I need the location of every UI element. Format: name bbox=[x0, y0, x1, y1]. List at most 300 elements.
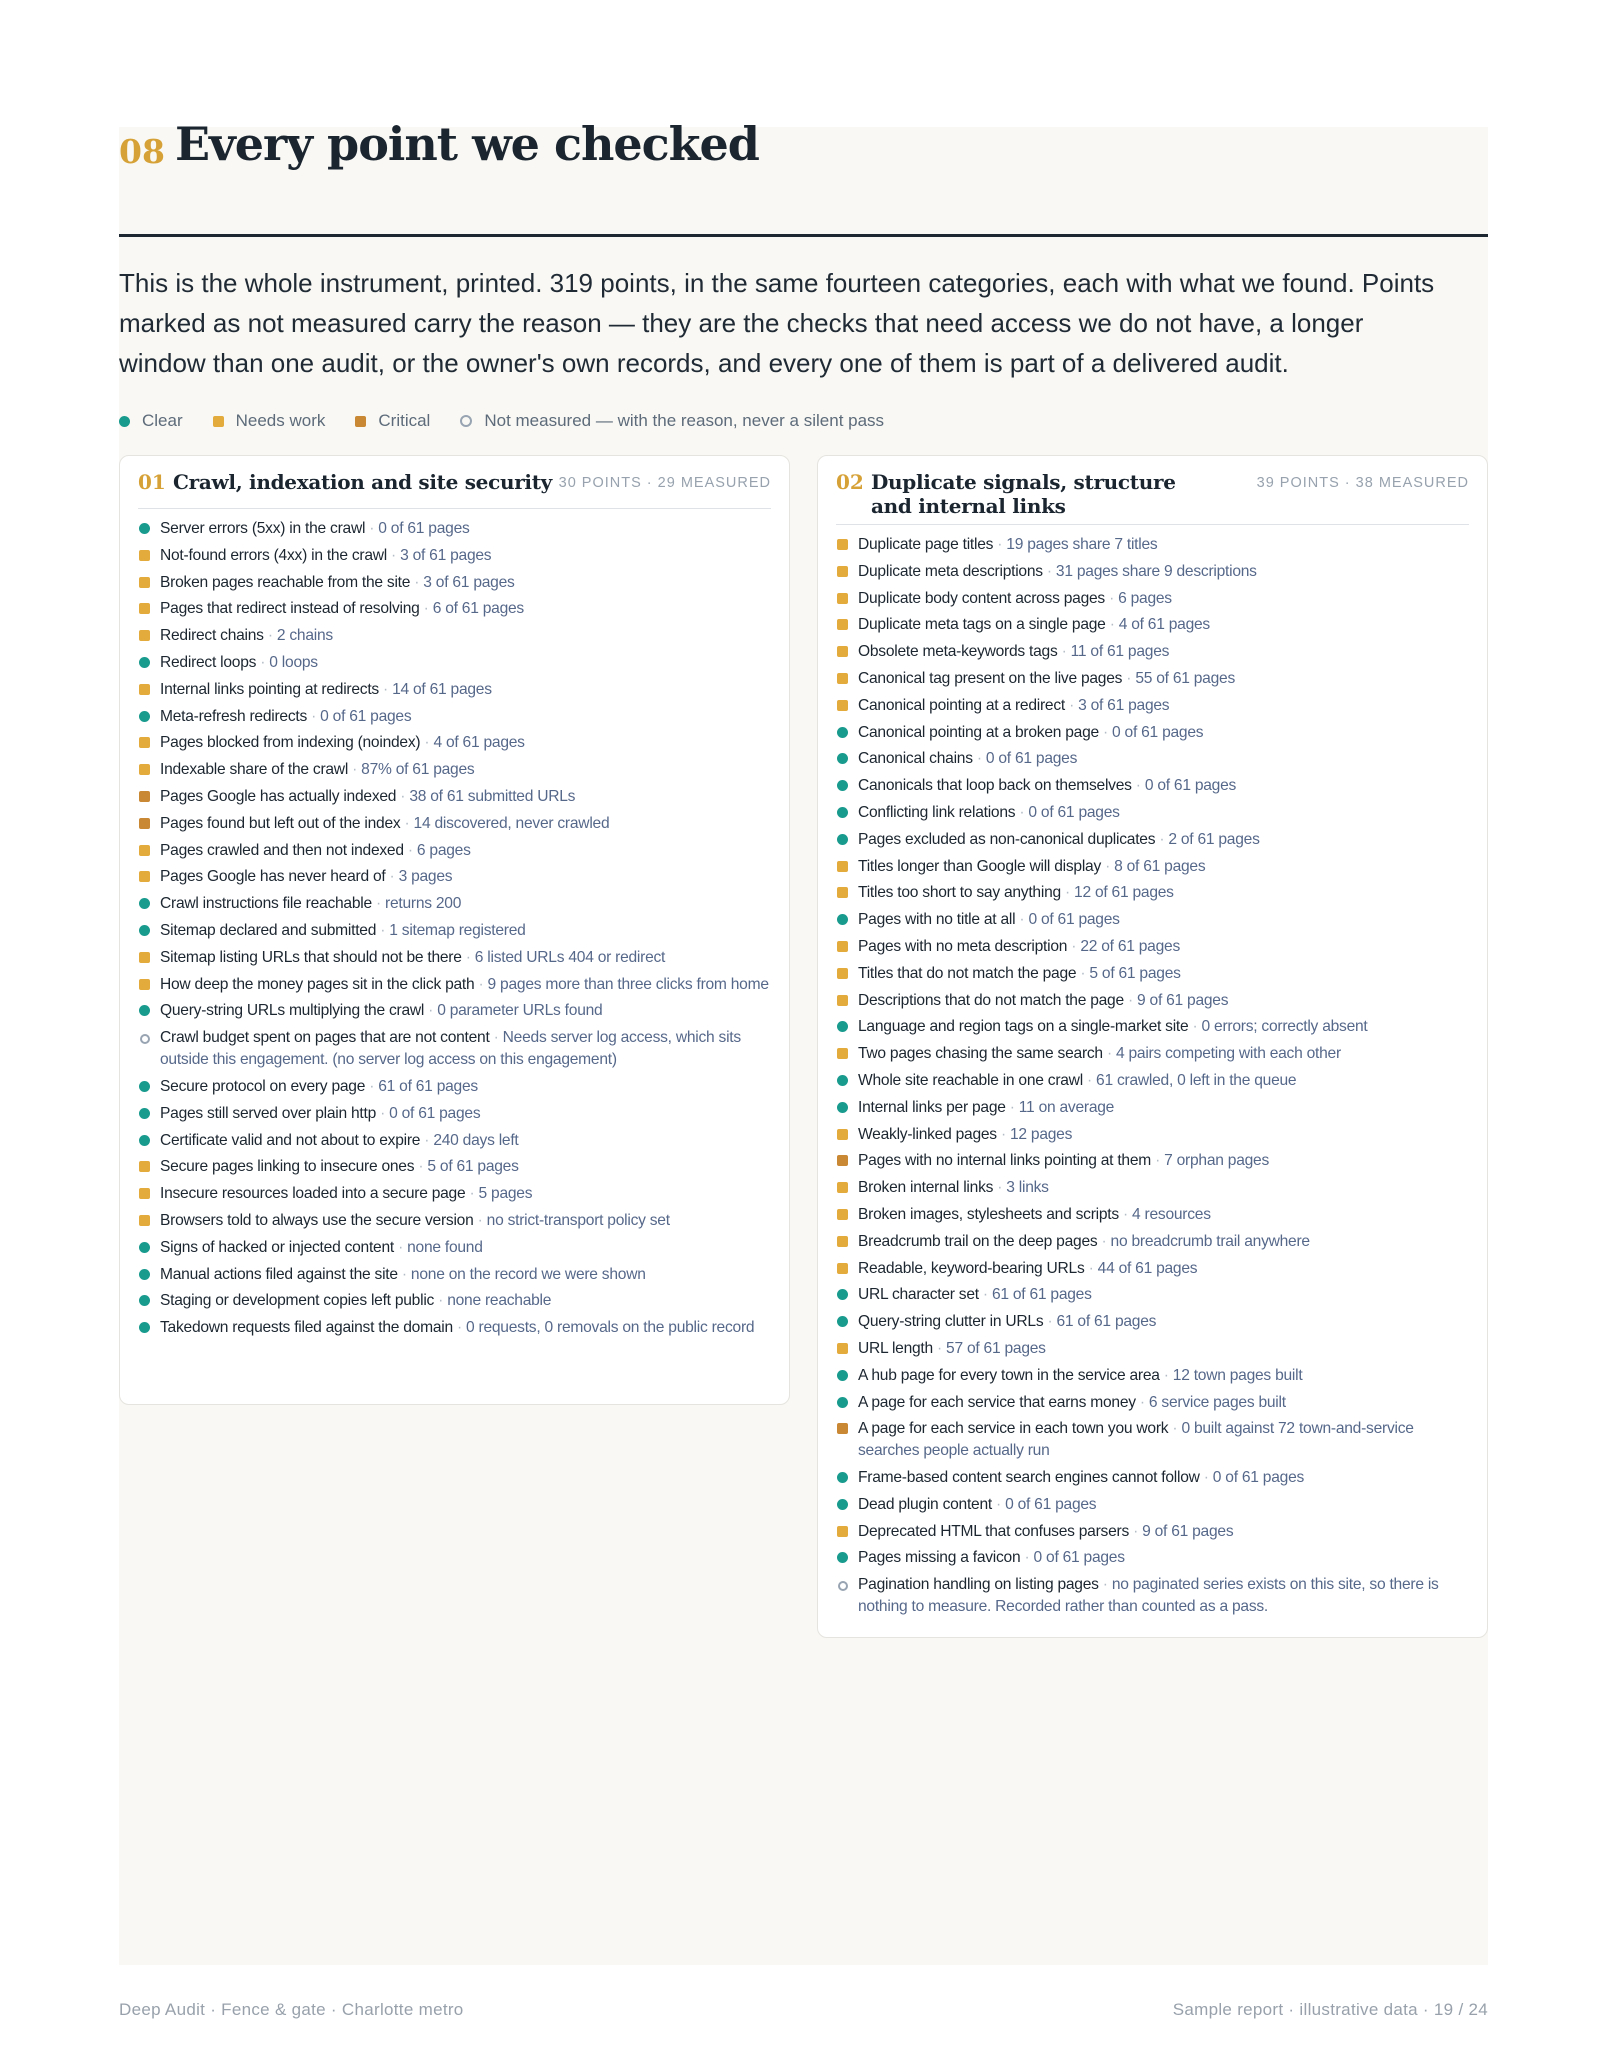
not-measured-ring-icon bbox=[140, 1034, 150, 1044]
check-finding: 0 of 61 pages bbox=[1212, 1469, 1305, 1487]
check-label: Server errors (5xx) in the crawl bbox=[160, 520, 366, 537]
clear-dot-icon bbox=[837, 1499, 848, 1510]
needs-work-square-icon bbox=[837, 1182, 848, 1193]
separator-dot: · bbox=[420, 734, 434, 752]
check-item bbox=[836, 668, 1475, 690]
check-label: Secure protocol on every page bbox=[160, 1077, 366, 1095]
check-finding: 0 of 61 pages bbox=[389, 1104, 481, 1122]
separator-dot: · bbox=[452, 1319, 467, 1337]
check-label: Pages Google has actually indexed bbox=[160, 787, 397, 805]
check-item bbox=[836, 856, 1475, 878]
check-finding: 55 of 61 pages bbox=[1135, 669, 1235, 687]
check-item bbox=[138, 1183, 777, 1205]
check-item bbox=[836, 1016, 1475, 1038]
check-item bbox=[138, 732, 777, 754]
separator-dot: · bbox=[465, 1185, 479, 1203]
category-title: Duplicate signals, structure and internal links bbox=[871, 470, 1176, 518]
check-finding: 0 loops bbox=[269, 653, 318, 671]
separator-dot: · bbox=[424, 1002, 438, 1020]
check-finding: 0 of 61 pages bbox=[1028, 911, 1120, 929]
check-label: Manual actions filed against the site bbox=[160, 1265, 398, 1283]
separator-dot: · bbox=[1015, 911, 1029, 929]
check-list bbox=[138, 518, 777, 1344]
check-item bbox=[836, 1418, 1475, 1462]
check-label: Sitemap listing URLs that should not be there bbox=[160, 948, 462, 966]
check-item bbox=[836, 1177, 1475, 1199]
check-label: Broken images, stylesheets and scripts bbox=[858, 1205, 1119, 1223]
check-item bbox=[138, 1103, 777, 1125]
separator-dot: · bbox=[1082, 1071, 1097, 1089]
check-label: Crawl budget spent on pages that are not content bbox=[160, 1029, 490, 1047]
check-finding: 9 of 61 pages bbox=[1142, 1522, 1234, 1540]
check-finding: 6 of 61 pages bbox=[432, 600, 524, 618]
check-finding: 61 of 61 pages bbox=[991, 1286, 1092, 1304]
needs-work-square-icon bbox=[837, 646, 848, 657]
category-number: 02 bbox=[836, 470, 864, 494]
check-finding: 8 of 61 pages bbox=[1114, 857, 1206, 875]
check-finding: 12 of 61 pages bbox=[1074, 884, 1174, 902]
clear-dot-icon bbox=[837, 834, 848, 845]
check-label: Readable, keyword-bearing URLs bbox=[858, 1259, 1085, 1277]
check-item bbox=[138, 1290, 777, 1312]
separator-dot: · bbox=[393, 1238, 408, 1256]
check-item bbox=[836, 534, 1475, 556]
check-finding: 4 of 61 pages bbox=[1118, 616, 1210, 634]
clear-dot-icon bbox=[139, 1322, 150, 1333]
clear-dot-icon bbox=[139, 711, 150, 722]
check-finding: no breadcrumb trail anywhere bbox=[1110, 1232, 1310, 1250]
check-list bbox=[836, 534, 1475, 1623]
check-item bbox=[138, 786, 777, 808]
check-item bbox=[836, 641, 1475, 663]
critical-square-icon bbox=[837, 1155, 848, 1166]
check-label: Pages with no title at all bbox=[858, 911, 1016, 929]
needs-work-square-icon bbox=[139, 952, 150, 963]
check-finding: 61 of 61 pages bbox=[1056, 1313, 1157, 1331]
check-label: Titles longer than Google will display bbox=[858, 857, 1102, 875]
check-finding: 3 links bbox=[1006, 1179, 1049, 1197]
check-label: Indexable share of the crawl bbox=[160, 761, 349, 779]
check-label: URL character set bbox=[858, 1286, 979, 1304]
check-item bbox=[138, 625, 777, 647]
separator-dot: · bbox=[1102, 1045, 1116, 1063]
category-number: 01 bbox=[138, 470, 166, 494]
check-finding: 5 of 61 pages bbox=[427, 1158, 519, 1176]
check-item bbox=[836, 1521, 1475, 1543]
needs-work-square-icon bbox=[139, 1161, 150, 1172]
check-item bbox=[138, 1130, 777, 1152]
separator-dot: · bbox=[972, 750, 986, 768]
check-label: Titles too short to say anything bbox=[858, 884, 1061, 902]
check-finding: 0 errors; correctly absent bbox=[1201, 1018, 1368, 1036]
check-finding: 3 of 61 pages bbox=[1078, 696, 1170, 714]
check-label: Pages blocked from indexing (noindex) bbox=[160, 734, 421, 752]
needs-work-square-icon bbox=[837, 673, 848, 684]
check-label: Broken internal links bbox=[858, 1179, 994, 1197]
separator-dot: · bbox=[371, 895, 385, 913]
needs-work-square-icon bbox=[139, 684, 150, 695]
check-finding: 61 crawled, 0 left in the queue bbox=[1096, 1071, 1297, 1089]
check-finding: 0 requests, 0 removals on the public record bbox=[466, 1319, 755, 1337]
clear-dot-icon bbox=[139, 1135, 150, 1146]
check-finding: 6 pages bbox=[1118, 589, 1172, 607]
check-item bbox=[836, 963, 1475, 985]
separator-dot: · bbox=[1020, 1549, 1034, 1567]
separator-dot: · bbox=[420, 1131, 434, 1149]
check-finding: 11 on average bbox=[1018, 1098, 1115, 1116]
check-finding: none reachable bbox=[447, 1292, 552, 1310]
needs-work-square-icon bbox=[837, 1263, 848, 1274]
check-item bbox=[836, 722, 1475, 744]
not-measured-ring-icon bbox=[460, 415, 472, 427]
needs-work-square-icon bbox=[837, 1343, 848, 1354]
check-finding: 57 of 61 pages bbox=[946, 1339, 1046, 1357]
check-item bbox=[138, 813, 777, 835]
critical-square-icon bbox=[139, 791, 150, 802]
check-item bbox=[138, 1156, 777, 1178]
separator-dot: · bbox=[400, 814, 414, 832]
check-label: Redirect loops bbox=[160, 653, 257, 671]
separator-dot: · bbox=[1043, 1313, 1057, 1331]
separator-dot: · bbox=[348, 761, 362, 779]
check-finding: no strict-transport policy set bbox=[486, 1211, 670, 1229]
check-label: Dead plugin content bbox=[858, 1495, 992, 1513]
check-finding: 11 of 61 pages bbox=[1070, 643, 1170, 661]
check-item bbox=[836, 1494, 1475, 1516]
check-label: Query-string URLs multiplying the crawl bbox=[160, 1002, 425, 1020]
check-item bbox=[836, 990, 1475, 1012]
separator-dot: · bbox=[489, 1029, 503, 1047]
check-item bbox=[836, 1150, 1475, 1172]
footer-right: Sample report · illustrative data · 19 / 24 bbox=[1172, 2000, 1488, 2019]
separator-dot: · bbox=[1042, 562, 1056, 580]
check-label: Pages found but left out of the index bbox=[160, 814, 401, 832]
check-item bbox=[138, 706, 777, 728]
check-finding: 6 listed URLs 404 or redirect bbox=[474, 948, 666, 966]
needs-work-square-icon bbox=[837, 619, 848, 630]
category-point-count: 39 POINTS · 38 MEASURED bbox=[1256, 475, 1469, 491]
check-label: A hub page for every town in the service area bbox=[858, 1366, 1160, 1384]
check-item bbox=[138, 893, 777, 915]
check-label: Pages with no internal links pointing at them bbox=[858, 1152, 1152, 1170]
check-item bbox=[138, 947, 777, 969]
separator-dot: · bbox=[1122, 669, 1136, 687]
needs-work-square-icon bbox=[139, 603, 150, 614]
critical-square-icon bbox=[837, 1423, 848, 1434]
check-label: Query-string clutter in URLs bbox=[858, 1313, 1044, 1331]
check-item bbox=[836, 1547, 1475, 1569]
check-finding: returns 200 bbox=[385, 895, 462, 913]
separator-dot: · bbox=[378, 680, 393, 698]
clear-dot-icon bbox=[139, 1242, 150, 1253]
check-item bbox=[836, 588, 1475, 610]
check-item bbox=[836, 1311, 1475, 1333]
check-label: Conflicting link relations bbox=[858, 803, 1016, 821]
check-label: Obsolete meta-keywords tags bbox=[858, 643, 1058, 661]
needs-work-square-icon bbox=[837, 1236, 848, 1247]
check-label: Canonical tag present on the live pages bbox=[858, 669, 1123, 687]
separator-dot: · bbox=[1097, 1232, 1111, 1250]
check-item bbox=[836, 1574, 1475, 1618]
category-header bbox=[138, 456, 771, 509]
needs-work-square-icon bbox=[139, 979, 150, 990]
check-label: Not-found errors (4xx) in the crawl bbox=[160, 546, 387, 564]
check-finding: 12 pages bbox=[1009, 1125, 1073, 1143]
category-header bbox=[836, 456, 1469, 525]
check-label: Redirect chains bbox=[160, 627, 264, 645]
check-item bbox=[836, 1338, 1475, 1360]
check-label: Secure pages linking to insecure ones bbox=[160, 1158, 415, 1176]
check-finding: 0 of 61 pages bbox=[1144, 777, 1237, 795]
check-finding: 5 pages bbox=[478, 1185, 533, 1203]
check-finding: 19 pages share 7 titles bbox=[1006, 536, 1158, 553]
check-label: Signs of hacked or injected content bbox=[160, 1238, 394, 1256]
check-finding: 0 parameter URLs found bbox=[437, 1002, 603, 1020]
check-item bbox=[138, 1027, 777, 1071]
separator-dot: · bbox=[978, 1286, 992, 1304]
check-label: Staging or development copies left public bbox=[160, 1292, 435, 1310]
check-item bbox=[836, 1392, 1475, 1414]
needs-work-square-icon bbox=[213, 416, 224, 427]
check-label: Pages crawled and then not indexed bbox=[160, 841, 404, 859]
check-label: Canonical chains bbox=[858, 750, 973, 768]
separator-dot: · bbox=[1098, 723, 1113, 741]
check-finding: 9 of 61 pages bbox=[1137, 991, 1229, 1009]
check-finding: 0 of 61 pages bbox=[1112, 723, 1204, 741]
category-card-crawl bbox=[119, 455, 790, 1405]
check-item bbox=[138, 1076, 777, 1098]
separator-dot: · bbox=[993, 1179, 1007, 1197]
check-item bbox=[138, 920, 777, 942]
clear-dot-icon bbox=[139, 1295, 150, 1306]
needs-work-square-icon bbox=[139, 764, 150, 775]
check-item bbox=[836, 775, 1475, 797]
needs-work-square-icon bbox=[139, 871, 150, 882]
check-label: Canonicals that loop back on themselves bbox=[858, 777, 1132, 795]
section-intro: This is the whole instrument, printed. 319 points, in the same fourteen categories, each with what we found. Points marked as not measured carry the reason — they are the checks that need access we do not have, a longer window than one audit, or the owner's own records, and every one of them is part of a delivered audit. bbox=[119, 268, 1435, 378]
clear-dot-icon bbox=[139, 657, 150, 668]
check-finding: 0 of 61 pages bbox=[320, 707, 412, 725]
clear-dot-icon bbox=[837, 1472, 848, 1483]
check-label: Titles that do not match the page bbox=[858, 964, 1077, 982]
check-finding: Needs server log access, which sits outside this engagement. (no server log access on this engagement) bbox=[160, 1029, 741, 1069]
needs-work-square-icon bbox=[139, 577, 150, 588]
clear-dot-icon bbox=[837, 807, 848, 818]
check-finding: 31 pages share 9 descriptions bbox=[1055, 562, 1257, 580]
clear-dot-icon bbox=[837, 1316, 848, 1327]
legend-label: Clear bbox=[142, 411, 183, 430]
check-finding: 240 days left bbox=[433, 1131, 519, 1149]
needs-work-square-icon bbox=[837, 887, 848, 898]
section-divider bbox=[119, 234, 1488, 237]
check-item bbox=[138, 974, 777, 996]
separator-dot: · bbox=[307, 707, 321, 725]
check-item bbox=[836, 1097, 1475, 1119]
separator-dot: · bbox=[1159, 1366, 1173, 1384]
separator-dot: · bbox=[1084, 1259, 1098, 1277]
needs-work-square-icon bbox=[139, 845, 150, 856]
check-label: Canonical pointing at a broken page bbox=[858, 723, 1099, 741]
check-item bbox=[836, 561, 1475, 583]
separator-dot: · bbox=[461, 948, 475, 966]
check-item bbox=[138, 598, 777, 620]
check-item bbox=[138, 1264, 777, 1286]
needs-work-square-icon bbox=[837, 968, 848, 979]
check-label: Pages that redirect instead of resolving bbox=[160, 600, 420, 618]
separator-dot: · bbox=[1015, 803, 1029, 821]
check-finding: 7 orphan pages bbox=[1164, 1152, 1270, 1170]
separator-dot: · bbox=[1155, 830, 1169, 848]
check-finding: 3 of 61 pages bbox=[423, 573, 515, 591]
needs-work-square-icon bbox=[837, 1526, 848, 1537]
check-finding: 6 pages bbox=[416, 841, 471, 859]
separator-dot: · bbox=[1123, 991, 1138, 1009]
check-label: Canonical pointing at a redirect bbox=[858, 696, 1065, 714]
check-item bbox=[836, 1284, 1475, 1306]
separator-dot: · bbox=[376, 1104, 390, 1122]
needs-work-square-icon bbox=[837, 1129, 848, 1140]
check-label: A page for each service that earns money bbox=[858, 1393, 1136, 1411]
check-label: Duplicate meta descriptions bbox=[858, 562, 1043, 580]
separator-dot: · bbox=[1131, 777, 1145, 795]
separator-dot: · bbox=[1188, 1018, 1202, 1036]
separator-dot: · bbox=[403, 841, 417, 859]
legend-item-needs-work bbox=[213, 411, 326, 431]
clear-dot-icon bbox=[139, 1269, 150, 1280]
clear-dot-icon bbox=[837, 914, 848, 925]
separator-dot: · bbox=[1129, 1522, 1143, 1540]
check-finding: none found bbox=[407, 1238, 483, 1256]
check-finding: 4 of 61 pages bbox=[433, 734, 525, 752]
separator-dot: · bbox=[1151, 1152, 1165, 1170]
check-finding: 22 of 61 pages bbox=[1080, 937, 1180, 955]
separator-dot: · bbox=[1005, 1098, 1019, 1116]
check-finding: 0 of 61 pages bbox=[1028, 803, 1120, 821]
clear-dot-icon bbox=[139, 1005, 150, 1016]
category-card-duplicates bbox=[817, 455, 1488, 1638]
check-finding: 0 of 61 pages bbox=[985, 750, 1078, 768]
check-label: Descriptions that do not match the page bbox=[858, 991, 1124, 1009]
check-item bbox=[836, 614, 1475, 636]
check-item bbox=[836, 802, 1475, 824]
check-label: Pages Google has never heard of bbox=[160, 868, 386, 886]
check-item bbox=[138, 1000, 777, 1022]
separator-dot: · bbox=[1101, 857, 1115, 875]
legend-label: Not measured — with the reason, never a silent pass bbox=[484, 411, 885, 430]
check-finding: 0 of 61 pages bbox=[378, 520, 470, 537]
check-item bbox=[836, 936, 1475, 958]
check-finding: 4 resources bbox=[1132, 1205, 1211, 1223]
check-finding: none on the record we were shown bbox=[410, 1265, 646, 1283]
check-label: A page for each service in each town you work bbox=[858, 1420, 1169, 1438]
not-measured-ring-icon bbox=[838, 1581, 848, 1591]
check-finding: 0 of 61 pages bbox=[1033, 1549, 1125, 1567]
check-item bbox=[836, 829, 1475, 851]
check-item bbox=[836, 1365, 1475, 1387]
needs-work-square-icon bbox=[837, 593, 848, 604]
separator-dot: · bbox=[397, 1265, 411, 1283]
report-page bbox=[119, 117, 1488, 1965]
check-label: Language and region tags on a single-market site bbox=[858, 1018, 1189, 1036]
check-finding: 3 of 61 pages bbox=[400, 546, 492, 564]
check-label: Pages excluded as non-canonical duplicates bbox=[858, 830, 1156, 848]
legend-label: Critical bbox=[378, 411, 431, 430]
clear-dot-icon bbox=[139, 523, 150, 534]
check-item bbox=[138, 866, 777, 888]
legend-item-clear bbox=[119, 411, 183, 431]
check-label: Sitemap declared and submitted bbox=[160, 921, 377, 939]
check-label: Breadcrumb trail on the deep pages bbox=[858, 1232, 1098, 1250]
separator-dot: · bbox=[1067, 937, 1081, 955]
clear-dot-icon bbox=[139, 1081, 150, 1092]
needs-work-square-icon bbox=[837, 861, 848, 872]
check-item bbox=[138, 545, 777, 567]
needs-work-square-icon bbox=[837, 995, 848, 1006]
check-item bbox=[138, 518, 777, 540]
clear-dot-icon bbox=[139, 1108, 150, 1119]
separator-dot: · bbox=[376, 921, 390, 939]
check-label: How deep the money pages sit in the click path bbox=[160, 975, 475, 993]
check-finding: 87% of 61 pages bbox=[361, 761, 475, 779]
check-label: Duplicate meta tags on a single page bbox=[858, 616, 1106, 634]
separator-dot: · bbox=[932, 1339, 947, 1357]
section-title: Every point we checked bbox=[175, 117, 759, 171]
clear-dot-icon bbox=[119, 416, 130, 427]
clear-dot-icon bbox=[837, 727, 848, 738]
footer-left: Deep Audit · Fence & gate · Charlotte metro bbox=[119, 2000, 464, 2019]
check-label: Internal links pointing at redirects bbox=[160, 680, 379, 698]
separator-dot: · bbox=[263, 627, 277, 645]
separator-dot: · bbox=[1098, 1576, 1112, 1594]
separator-dot: · bbox=[1076, 964, 1090, 982]
check-finding: 3 pages bbox=[398, 868, 453, 886]
check-label: Pagination handling on listing pages bbox=[858, 1576, 1099, 1594]
check-label: Pages missing a favicon bbox=[858, 1549, 1021, 1567]
check-label: Certificate valid and not about to expire bbox=[160, 1131, 421, 1149]
check-finding: 4 pairs competing with each other bbox=[1115, 1045, 1341, 1063]
needs-work-square-icon bbox=[837, 566, 848, 577]
clear-dot-icon bbox=[837, 1289, 848, 1300]
check-label: Two pages chasing the same search bbox=[858, 1045, 1103, 1063]
clear-dot-icon bbox=[837, 753, 848, 764]
separator-dot: · bbox=[385, 868, 399, 886]
check-item bbox=[836, 748, 1475, 770]
check-finding: no paginated series exists on this site, so there is nothing to measure. Recorded rather than counted as a pass. bbox=[858, 1576, 1439, 1616]
check-finding: 12 town pages built bbox=[1172, 1366, 1303, 1384]
check-item bbox=[836, 1043, 1475, 1065]
check-label: Takedown requests filed against the domain bbox=[160, 1319, 453, 1337]
check-label: Crawl instructions file reachable bbox=[160, 895, 372, 913]
check-label: Broken pages reachable from the site bbox=[160, 573, 411, 591]
separator-dot: · bbox=[1104, 589, 1119, 607]
needs-work-square-icon bbox=[837, 941, 848, 952]
check-finding: 0 built against 72 town-and-service searches people actually run bbox=[858, 1420, 1414, 1460]
separator-dot: · bbox=[365, 1077, 379, 1095]
needs-work-square-icon bbox=[139, 1188, 150, 1199]
clear-dot-icon bbox=[837, 1552, 848, 1563]
critical-square-icon bbox=[355, 416, 366, 427]
status-legend bbox=[119, 409, 914, 433]
separator-dot: · bbox=[365, 520, 379, 537]
check-finding: 2 of 61 pages bbox=[1168, 830, 1260, 848]
needs-work-square-icon bbox=[139, 1215, 150, 1226]
separator-dot: · bbox=[1168, 1420, 1182, 1438]
check-label: Duplicate body content across pages bbox=[858, 589, 1105, 607]
separator-dot: · bbox=[1057, 643, 1071, 661]
clear-dot-icon bbox=[837, 1397, 848, 1408]
separator-dot: · bbox=[1118, 1205, 1133, 1223]
check-finding: 61 of 61 pages bbox=[378, 1077, 478, 1095]
